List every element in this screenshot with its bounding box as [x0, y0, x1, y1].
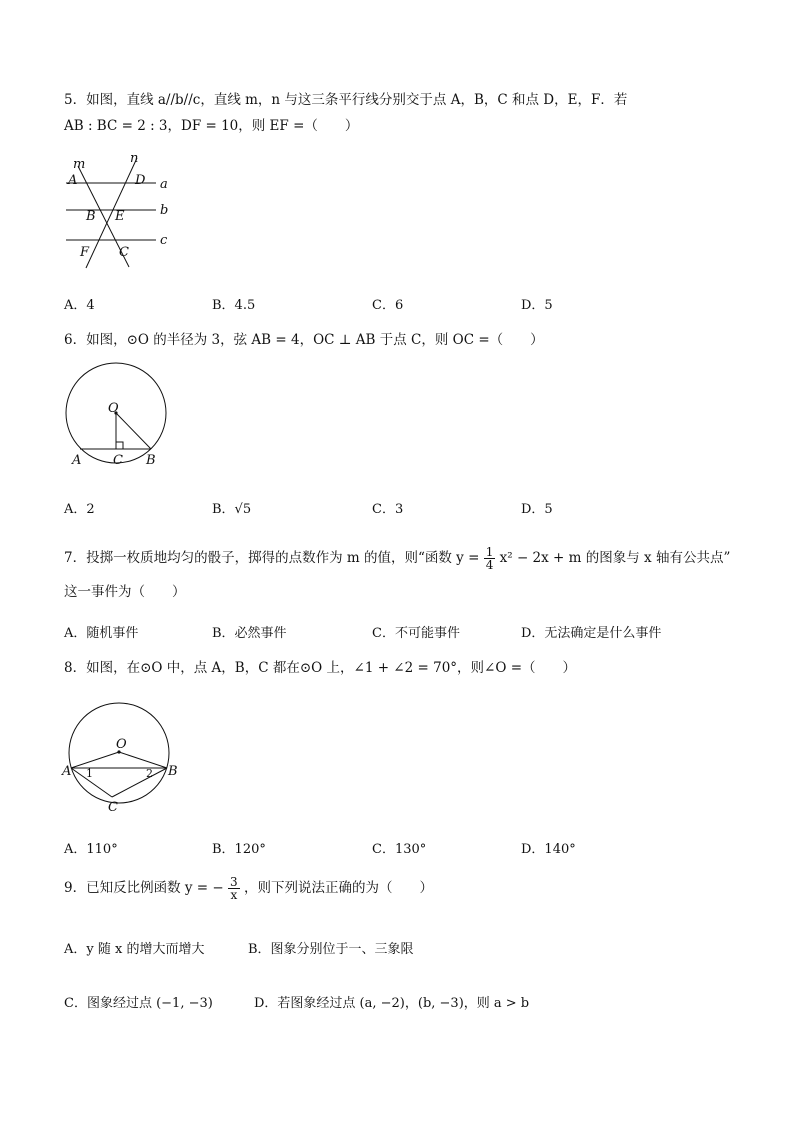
q8-label-B: B [168, 764, 178, 779]
q8-option-d: D．140° [521, 842, 576, 857]
q5-label-b: b [160, 203, 169, 218]
q9-option-d: D．若图象经过点 (a, −2)，(b, −3)，则 a > b [254, 996, 530, 1011]
q6-option-a: A．2 [64, 502, 95, 517]
q6-label-O: O [108, 401, 119, 416]
q6-stem-line1: 6．如图，⊙O 的半径为 3，弦 AB = 4，OC ⊥ AB 于点 C，则 OC =（ ） [64, 332, 544, 348]
q5-option-b: B．4.5 [212, 298, 256, 313]
q6-label-B: B [146, 453, 156, 468]
q9-option-a: A．y 随 x 的增大而增大 [64, 942, 205, 957]
q5-label-a: a [160, 177, 168, 192]
q5-label-C: C [119, 245, 129, 260]
q8-label-O: O [116, 737, 127, 752]
q8-circle-figure [60, 700, 190, 820]
q5-label-c: c [160, 233, 168, 248]
q8-option-a: A．110° [64, 842, 118, 857]
q7-option-c: C．不可能事件 [372, 626, 460, 641]
q9-stem-line1 [64, 876, 433, 901]
q6-option-d: D．5 [521, 502, 553, 517]
q8-option-c: C．130° [372, 842, 427, 857]
q7-option-d: D．无法确定是什么事件 [521, 626, 662, 641]
q9-option-c: C．图象经过点 (−1, −3) [64, 996, 213, 1011]
q7-stem-post: x² − 2x + m 的图象与 x 轴有公共点” [499, 550, 731, 566]
q5-label-F: F [80, 245, 90, 260]
q8-stem-line1: 8．如图，在⊙O 中，点 A，B，C 都在⊙O 上，∠1 + ∠2 = 70°，则∠O =（ ） [64, 660, 577, 676]
q5-label-E: E [115, 209, 125, 224]
q7-fraction [484, 546, 496, 571]
q7-option-a: A．随机事件 [64, 626, 139, 641]
q6-circle-figure [60, 360, 180, 470]
q6-option-c: C．3 [372, 502, 404, 517]
q5-option-c: C．6 [372, 298, 404, 313]
q5-option-d: D．5 [521, 298, 553, 313]
q8-label-A: A [62, 764, 72, 779]
q5-stem-line1: 5．如图，直线 a//b//c，直线 m，n 与这三条平行线分别交于点 A，B，C 和点 D，E，F．若 [64, 92, 628, 108]
q5-parallel-lines-figure [56, 150, 186, 275]
q9-fraction [228, 876, 240, 901]
q7-stem-line2: 这一事件为（ ） [64, 584, 186, 600]
q5-label-D: D [135, 173, 146, 188]
q6-option-b: B．√5 [212, 502, 252, 517]
q7-frac-numerator: 1 [485, 545, 494, 559]
q8-angle-2-label: 2 [146, 767, 153, 780]
q6-label-A: A [72, 453, 82, 468]
q7-option-b: B．必然事件 [212, 626, 287, 641]
q7-frac-denominator: 4 [485, 558, 494, 572]
q5-label-B: B [86, 209, 96, 224]
q9-frac-denominator: x [230, 888, 238, 902]
q9-stem-pre: 9．已知反比例函数 y = − [64, 880, 224, 896]
q9-stem-post: ，则下列说法正确的为（ ） [243, 880, 433, 896]
q7-stem-pre: 7．投掷一枚质地均匀的骰子，掷得的点数作为 m 的值，则“函数 y = [64, 550, 480, 566]
q8-angle-1-label: 1 [86, 767, 93, 780]
q9-frac-numerator: 3 [230, 875, 238, 889]
q7-stem-line1 [64, 546, 730, 571]
q5-stem-line2: AB : BC = 2 : 3，DF = 10，则 EF =（ ） [64, 118, 359, 134]
q8-option-b: B．120° [212, 842, 266, 857]
q5-option-a: A．4 [64, 298, 95, 313]
q5-label-n: n [130, 151, 139, 166]
q9-option-b: B．图象分别位于一、三象限 [248, 942, 414, 957]
q5-label-m: m [73, 157, 86, 172]
q8-label-C: C [108, 800, 118, 815]
q5-label-A: A [68, 173, 78, 188]
q6-label-C: C [113, 453, 123, 468]
